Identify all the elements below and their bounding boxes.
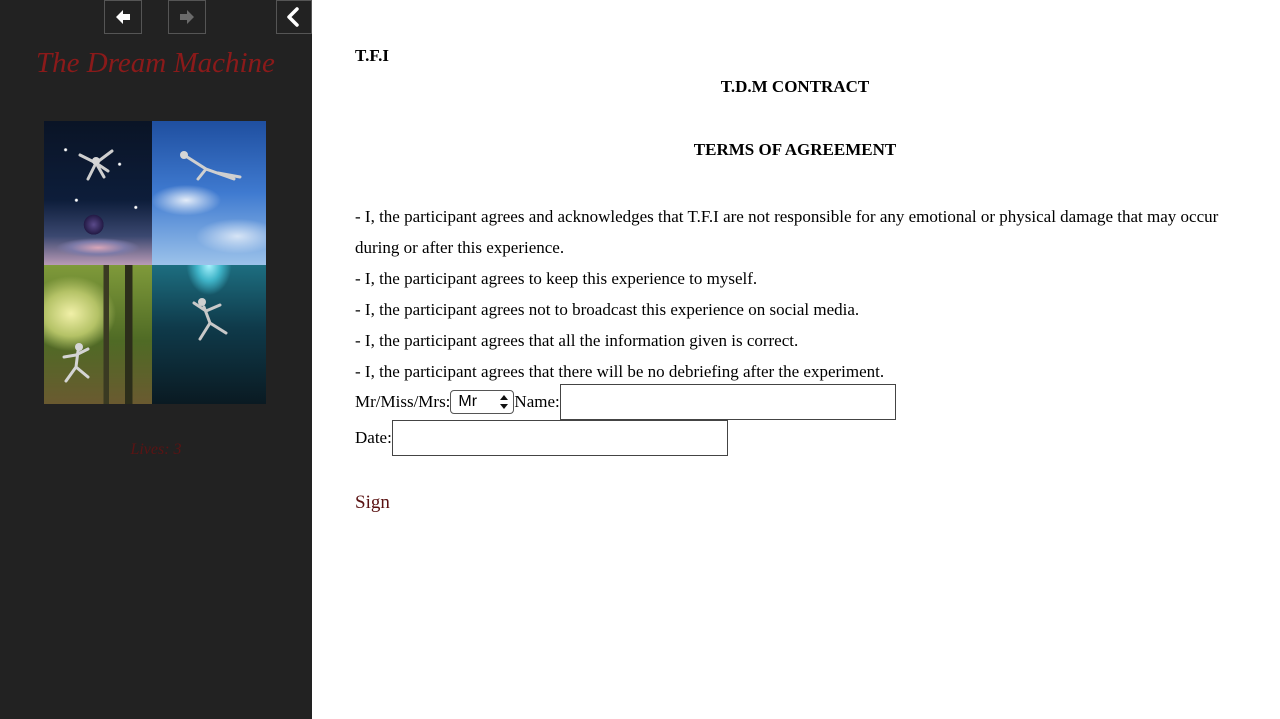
date-row xyxy=(355,420,728,456)
collapse-sidebar-button[interactable] xyxy=(276,0,312,34)
title-select-value: Mr xyxy=(458,393,478,410)
organization-name: T.F.I xyxy=(355,46,390,65)
sinking-figure-icon xyxy=(186,293,236,345)
terms-list xyxy=(355,201,1235,387)
sign-button[interactable]: Sign xyxy=(355,492,390,513)
contract-title: T.D.M CONTRACT xyxy=(720,77,870,96)
skydiver-figure-icon xyxy=(178,149,244,185)
sidebar xyxy=(0,0,312,719)
title-select[interactable] xyxy=(450,390,514,414)
name-input[interactable] xyxy=(560,384,896,420)
lives-counter: Lives: 3 xyxy=(130,441,182,458)
term-item: - I, the participant agrees not to broadcast this experience on social media. xyxy=(355,300,860,319)
forward-button[interactable] xyxy=(168,0,206,34)
date-label: Date: xyxy=(355,428,392,447)
term-item: - I, the participant agrees and acknowledges that T.F.I are not responsible for any emotional or physical damage that may occur during or after this experience. xyxy=(355,207,1219,257)
term-item: - I, the participant agrees that all the information given is correct. xyxy=(355,331,799,350)
title-name-row xyxy=(355,384,896,420)
term-item: - I, the participant agrees that there will be no debriefing after the experiment. xyxy=(355,362,885,381)
arrow-left-icon xyxy=(113,7,133,27)
chevron-left-icon xyxy=(285,7,303,27)
title-label: Mr/Miss/Mrs: xyxy=(355,392,451,411)
running-figure-icon xyxy=(58,341,98,385)
term-item: - I, the participant agrees to keep this experience to myself. xyxy=(355,269,758,288)
terms-title: TERMS OF AGREEMENT xyxy=(693,140,897,159)
select-updown-icon xyxy=(499,394,509,410)
name-label: Name: xyxy=(514,392,560,411)
date-input[interactable] xyxy=(392,420,728,456)
falling-figure-icon xyxy=(66,141,126,191)
cover-image-mosaic xyxy=(44,121,266,404)
forest-running-image xyxy=(44,265,152,404)
underwater-sinking-image xyxy=(152,265,266,404)
back-button[interactable] xyxy=(104,0,142,34)
contract-document xyxy=(355,0,1235,719)
space-falling-image xyxy=(44,121,152,265)
story-title: The Dream Machine xyxy=(36,47,275,79)
arrow-right-icon xyxy=(177,7,197,27)
sky-falling-image xyxy=(152,121,266,265)
